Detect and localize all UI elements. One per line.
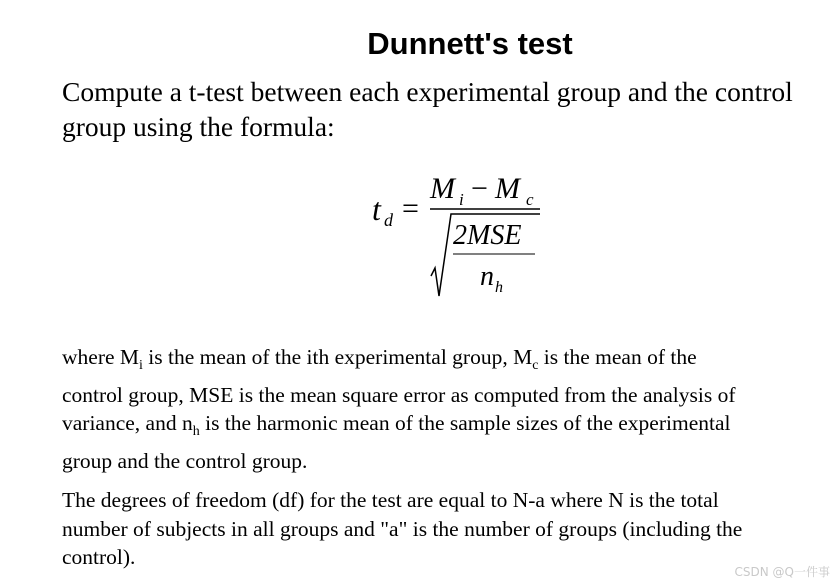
definitions-line-1-c: is the mean of the bbox=[538, 345, 697, 369]
definitions-line-2: control group, MSE is the mean square error as computed from the analysis of bbox=[62, 382, 736, 407]
intro-line-1: Compute a t-test between each experimental group and the control bbox=[62, 76, 793, 107]
formula-graphic bbox=[360, 168, 560, 308]
subscript-h: h bbox=[192, 424, 200, 439]
subscript-i: i bbox=[139, 358, 143, 373]
intro-line-2: group using the formula: bbox=[62, 111, 335, 142]
subscript-c: c bbox=[532, 358, 539, 373]
formula-minus: − bbox=[471, 172, 488, 205]
formula-num-var-1: M bbox=[430, 172, 455, 205]
definitions-line-1-a: where M bbox=[62, 345, 140, 369]
dunnett-formula bbox=[360, 168, 560, 308]
definitions-line-1-b: is the mean of the ith experimental group, M bbox=[142, 345, 533, 369]
formula-num-var-2: M bbox=[495, 172, 520, 205]
df-line-1: The degrees of freedom (df) for the test are equal to N-a where N is the total bbox=[62, 488, 719, 512]
degrees-of-freedom-paragraph bbox=[62, 486, 832, 572]
definitions-line-3-b: is the harmonic mean of the sample sizes of the experimental bbox=[199, 411, 731, 435]
definitions-paragraph bbox=[62, 343, 832, 475]
formula-num-sub-1: i bbox=[459, 190, 464, 209]
definitions-line-1 bbox=[62, 343, 832, 381]
definitions-line-4: group and the control group. bbox=[62, 448, 308, 473]
watermark: CSDN @Q一件事 bbox=[734, 565, 830, 579]
formula-num-sub-2: c bbox=[526, 190, 534, 209]
intro-text bbox=[62, 74, 832, 144]
formula-lhs-sub: d bbox=[384, 210, 393, 230]
formula-inner-numerator: 2MSE bbox=[453, 220, 522, 251]
formula-inner-den-sub: h bbox=[495, 279, 503, 296]
formula-lhs-var: t bbox=[372, 191, 381, 227]
formula-inner-den-var: n bbox=[480, 261, 494, 292]
df-line-3: control). bbox=[62, 545, 136, 569]
page-title: Dunnett's test bbox=[367, 26, 573, 61]
formula-equals: = bbox=[402, 192, 419, 225]
definitions-line-3-a: variance, and n bbox=[62, 411, 193, 435]
definitions-line-3 bbox=[62, 409, 832, 447]
df-line-2: number of subjects in all groups and "a" is the number of groups (including the bbox=[62, 516, 743, 541]
